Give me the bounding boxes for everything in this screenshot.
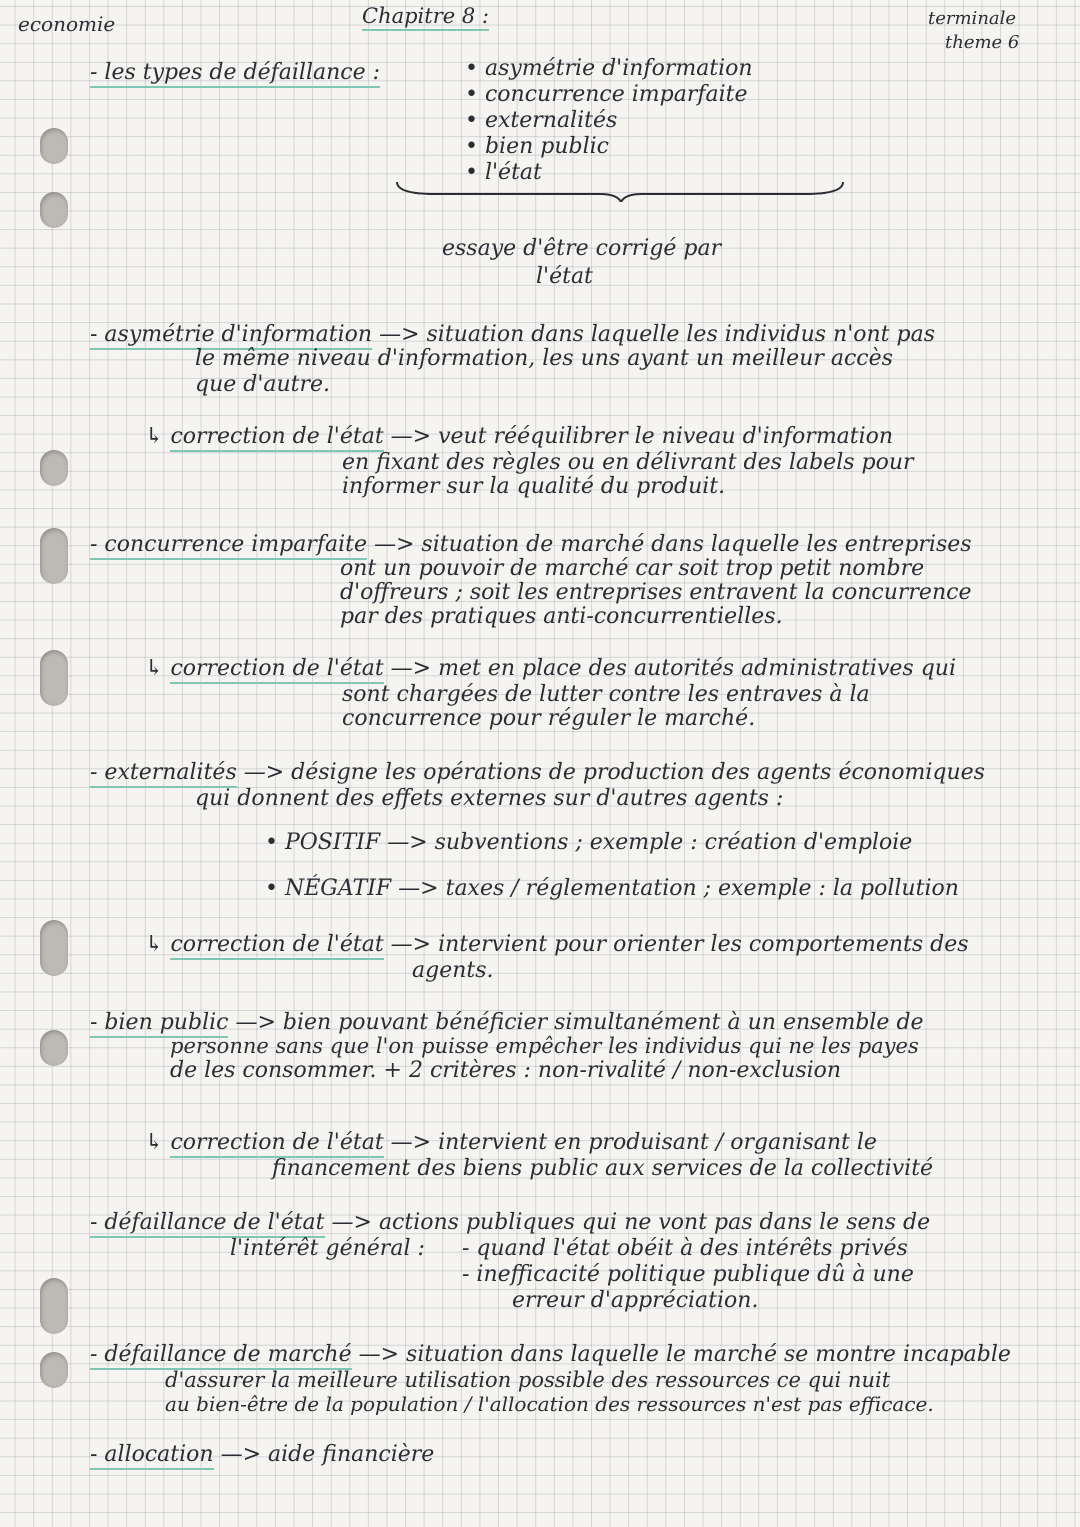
concurrence-line-2: ont un pouvoir de marché car soit trop petit nombre — [340, 556, 925, 581]
subject-label: economie — [18, 12, 116, 36]
defaillance-etat-term: - défaillance de l'état —> actions publiques qui ne vont pas dans le sens de — [90, 1210, 930, 1235]
asymetrie-corr-line-3: informer sur la qualité du produit. — [342, 474, 726, 499]
binder-hole — [40, 450, 68, 486]
asymetrie-line-3: que d'autre. — [195, 372, 331, 397]
concurrence-line-4: par des pratiques anti-concurrentielles. — [340, 604, 783, 629]
bien-public-line-2: personne sans que l'on puisse empêcher les individus qui ne les payes — [170, 1034, 919, 1058]
corner-arrow-icon: ↳ — [145, 656, 164, 681]
bien-public-term: - bien public —> bien pouvant bénéficier simultanément à un ensemble de — [90, 1010, 924, 1035]
externalites-correction: ↳ correction de l'état —> intervient pour orienter les comportements des — [145, 932, 969, 957]
types-heading: - les types de défaillance : — [90, 60, 380, 85]
types-item: • l'état — [465, 160, 542, 185]
asymetrie-line-2: le même niveau d'information, les uns ayant un meilleur accès — [195, 346, 893, 371]
binder-hole — [40, 528, 68, 584]
curly-brace-icon — [395, 180, 845, 202]
asymetrie-correction: ↳ correction de l'état —> veut rééquilibrer le niveau d'information — [145, 424, 893, 449]
corner-arrow-icon: ↳ — [145, 932, 164, 957]
defaillance-etat-line-2: l'intérêt général : — [230, 1236, 425, 1261]
concurrence-corr-line-3: concurrence pour réguler le marché. — [342, 706, 756, 731]
concurrence-corr-line-2: sont chargées de lutter contre les entraves à la — [342, 682, 870, 707]
concurrence-line-3: d'offreurs ; soit les entreprises entravent la concurrence — [340, 580, 972, 605]
binder-hole — [40, 128, 68, 164]
types-item: • externalités — [465, 108, 618, 133]
defaillance-marche-line-2: d'assurer la meilleure utilisation possible des ressources ce qui nuit — [165, 1368, 891, 1392]
externalites-corr-line-2: agents. — [412, 958, 494, 983]
concurrence-term: - concurrence imparfaite —> situation de marché dans laquelle les entreprises — [90, 532, 972, 557]
externalites-line-2: qui donnent des effets externes sur d'autres agents : — [195, 786, 784, 811]
binder-hole — [40, 192, 68, 228]
brace-note-line-2: l'état — [536, 264, 593, 289]
bien-public-correction: ↳ correction de l'état —> intervient en produisant / organisant le — [145, 1130, 877, 1155]
defaillance-etat-item-2: - inefficacité politique publique dû à une — [462, 1262, 914, 1287]
types-item: • asymétrie d'information — [465, 56, 753, 81]
bien-public-line-3: de les consommer. + 2 critères : non-rivalité / non-exclusion — [170, 1058, 842, 1083]
asymetrie-term: - asymétrie d'information —> situation dans laquelle les individus n'ont pas — [90, 322, 935, 347]
binder-hole — [40, 920, 68, 976]
brace-note-line-1: essaye d'être corrigé par — [442, 236, 722, 261]
corner-arrow-icon: ↳ — [145, 1130, 164, 1155]
chapter-title: Chapitre 8 : — [362, 4, 489, 31]
defaillance-etat-item-2b: erreur d'appréciation. — [512, 1288, 759, 1313]
bien-public-corr-line-2: financement des biens public aux services de la collectivité — [272, 1156, 934, 1181]
externalites-term: - externalités —> désigne les opérations de production des agents économiques — [90, 760, 985, 785]
level-line-2: theme 6 — [945, 32, 1020, 53]
externalites-negatif: • NÉGATIF —> taxes / réglementation ; exemple : la pollution — [265, 876, 959, 901]
defaillance-marche-line-3: au bien-être de la population / l'allocation des ressources n'est pas efficace. — [165, 1392, 934, 1416]
externalites-positif: • POSITIF —> subventions ; exemple : création d'emploie — [265, 830, 913, 855]
defaillance-marche-term: - défaillance de marché —> situation dans laquelle le marché se montre incapable — [90, 1342, 1011, 1367]
concurrence-correction: ↳ correction de l'état —> met en place des autorités administratives qui — [145, 656, 956, 681]
asymetrie-corr-line-2: en fixant des règles ou en délivrant des labels pour — [342, 450, 914, 475]
binder-hole — [40, 1278, 68, 1334]
binder-hole — [40, 1352, 68, 1388]
corner-arrow-icon: ↳ — [145, 424, 164, 449]
level-line-1: terminale — [928, 8, 1017, 29]
binder-hole — [40, 1030, 68, 1066]
binder-hole — [40, 650, 68, 706]
types-item: • concurrence imparfaite — [465, 82, 748, 107]
defaillance-etat-item-1: - quand l'état obéit à des intérêts privés — [462, 1236, 908, 1261]
allocation-term: - allocation —> aide financière — [90, 1442, 434, 1467]
types-item: • bien public — [465, 134, 609, 159]
